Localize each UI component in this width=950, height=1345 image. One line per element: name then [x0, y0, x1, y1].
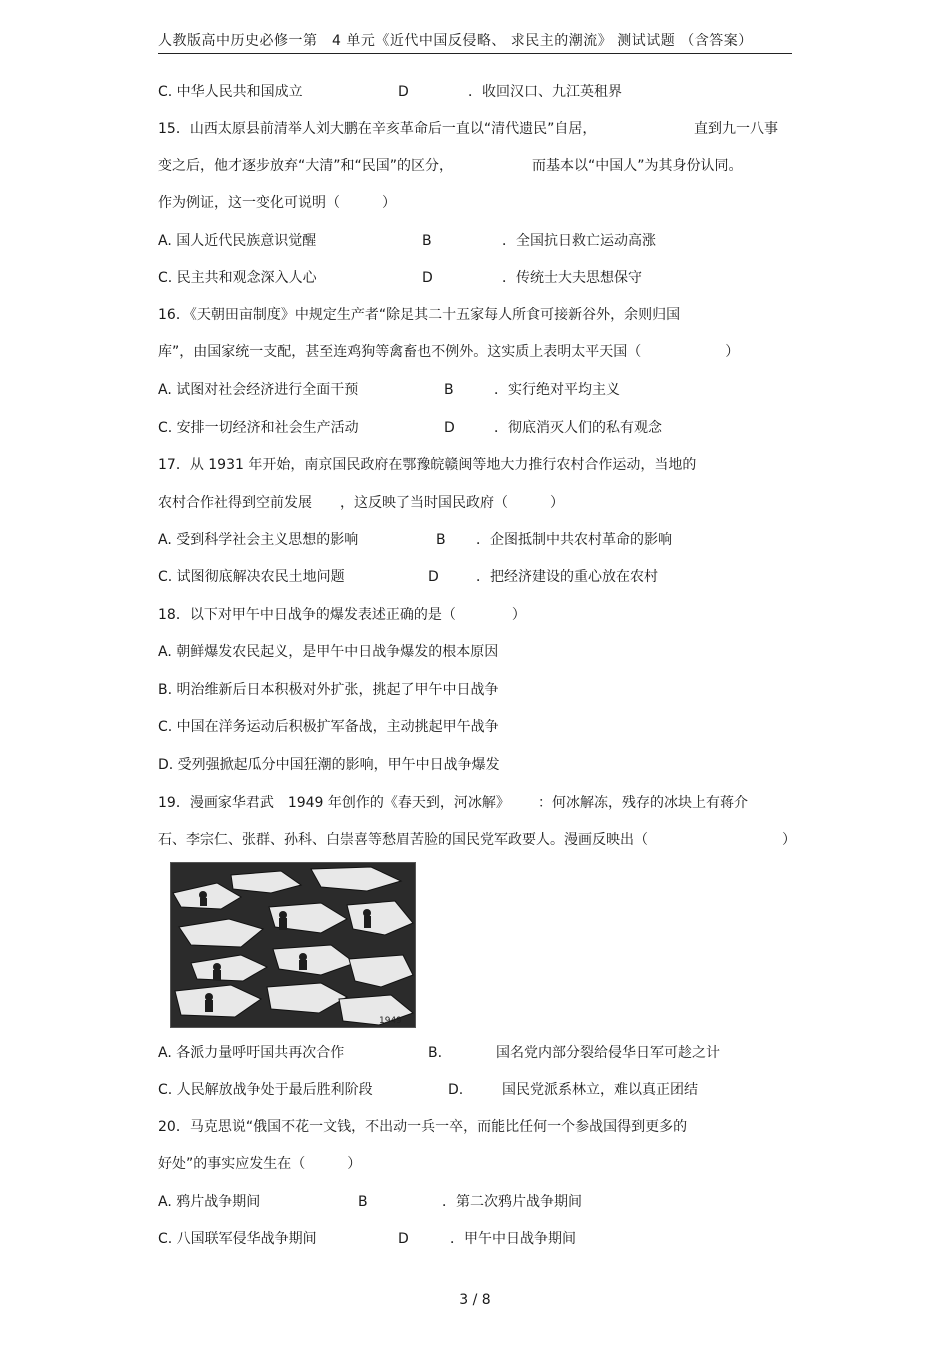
question-line [158, 1154, 361, 1174]
question-line [158, 493, 564, 513]
question-text: 直到九一八事 [694, 121, 778, 137]
option-text: ．传统士大夫思想保守 [502, 270, 642, 286]
question-text: ） [782, 832, 796, 848]
option-letter: B [358, 1194, 368, 1210]
page-number: 3 / 8 [459, 1292, 491, 1308]
question-line [158, 119, 778, 139]
cartoon-illustration [170, 862, 416, 1028]
question-text: 库”，由国家统一支配，甚至连鸡狗等禽畜也不例外。这实质上表明太平天国（ ） [158, 344, 740, 360]
option-letter: D [444, 420, 455, 436]
option-text: A. 鸦片战争期间 [158, 1194, 261, 1210]
question-line [158, 455, 696, 475]
option-line [158, 231, 656, 251]
option-text: C. 中华人民共和国成立 [158, 84, 303, 100]
question-text: 17．从 1931 年开始，南京国民政府在鄂豫皖赣闽等地大力推行农村合作运动，当地的 [158, 457, 697, 473]
question-text: 而基本以“中国人”为其身份认同。 [532, 158, 743, 174]
option-letter: D [428, 569, 439, 585]
option-text: A. 试图对社会经济进行全面干预 [158, 382, 359, 398]
option-letter: B [436, 532, 446, 548]
option-text: ．甲午中日战争期间 [450, 1231, 576, 1247]
option-text: C. 民主共和观念深入人心 [158, 270, 317, 286]
option-text: C. 中国在洋务运动后积极扩军备战，主动挑起甲午战争 [158, 719, 499, 735]
cartoon-year: 1949 [379, 1016, 402, 1026]
question-line [158, 342, 739, 362]
option-text: C. 八国联军侵华战争期间 [158, 1231, 317, 1247]
option-text: A. 朝鲜爆发农民起义，是甲午中日战争爆发的根本原因 [158, 644, 499, 660]
option-text: ．彻底消灭人们的私有观念 [494, 420, 662, 436]
option-text: ．企图抵制中共农村革命的影响 [476, 532, 672, 548]
question-text: 石、李宗仁、张群、孙科、白崇喜等愁眉苦脸的国民党军政要人。漫画反映出（ [158, 832, 648, 848]
option-text: C. 试图彻底解决农民土地问题 [158, 569, 345, 585]
option-text: A. 国人近代民族意识觉醒 [158, 233, 317, 249]
option-letter: B [422, 233, 432, 249]
option-text: ．实行绝对平均主义 [494, 382, 620, 398]
option-line [158, 82, 622, 102]
question-text: 16．《天朝田亩制度》中规定生产者“除足其二十五家每人所食可接新谷外，余则归国 [158, 307, 681, 323]
option-text: C. 人民解放战争处于最后胜利阶段 [158, 1082, 373, 1098]
question-line [158, 193, 396, 213]
question-text: ，这反映了当时国民政府（ ） [340, 495, 564, 511]
option-line [158, 380, 620, 400]
question-text: 农村合作社得到空前发展 [158, 495, 312, 511]
question-line [158, 793, 748, 813]
option-text: 国名党内部分裂给侵华日军可趁之计 [496, 1045, 720, 1061]
option-letter: D. [448, 1082, 464, 1098]
question-line [158, 1117, 687, 1137]
question-text: 作为例证，这一变化可说明（ ） [158, 195, 396, 211]
question-text: 好处”的事实应发生在（ ） [158, 1156, 362, 1172]
option-text: C. 安排一切经济和社会生产活动 [158, 420, 359, 436]
option-text: D. 受列强掀起瓜分中国狂潮的影响，甲午中日战争爆发 [158, 757, 500, 773]
option-letter: B. [428, 1045, 443, 1061]
question-line [158, 830, 796, 850]
option-line [158, 642, 498, 662]
option-text: ．收回汉口、九江英租界 [468, 84, 622, 100]
option-text: ．第二次鸦片战争期间 [442, 1194, 582, 1210]
option-text: B. 明治维新后日本积极对外扩张，挑起了甲午中日战争 [158, 682, 499, 698]
question-text: 19．漫画家华君武 1949 年创作的《春天到，河冰解》 [158, 795, 510, 811]
option-line [158, 1192, 582, 1212]
option-text: ．把经济建设的重心放在农村 [476, 569, 658, 585]
question-line [158, 605, 526, 625]
option-line [158, 268, 642, 288]
question-text: 20．马克思说“俄国不花一文钱，不出动一兵一卒，而能比任何一个参战国得到更多的 [158, 1119, 688, 1135]
option-line [158, 1080, 698, 1100]
option-line [158, 567, 658, 587]
option-line [158, 717, 499, 737]
option-text: ．全国抗日救亡运动高涨 [502, 233, 656, 249]
option-letter: D [398, 84, 409, 100]
option-line [158, 1043, 720, 1063]
option-text: A. 各派力量呼吁国共再次合作 [158, 1045, 345, 1061]
document-header: 人教版高中历史必修一第 4 单元《近代中国反侵略、 求民主的潮流》 测试试题 （含答案） [158, 33, 753, 49]
option-text: 国民党派系林立，难以真正团结 [502, 1082, 698, 1098]
header-rule [158, 53, 792, 54]
option-letter: D [422, 270, 433, 286]
question-line [158, 156, 743, 176]
question-text: 18．以下对甲午中日战争的爆发表述正确的是（ ） [158, 607, 526, 623]
question-text: 15．山西太原县前清举人刘大鹏在辛亥革命后一直以“清代遗民”自居， [158, 121, 597, 137]
option-letter: D [398, 1231, 409, 1247]
option-letter: B [444, 382, 454, 398]
question-text: ：何冰解冻，残存的冰块上有蒋介 [538, 795, 748, 811]
question-line [158, 305, 680, 325]
option-line [158, 530, 672, 550]
option-text: A. 受到科学社会主义思想的影响 [158, 532, 359, 548]
option-line [158, 755, 500, 775]
question-text: 变之后，他才逐步放弃“大清”和“民国”的区分， [158, 158, 454, 174]
option-line [158, 418, 662, 438]
option-line [158, 1229, 576, 1249]
option-line [158, 680, 499, 700]
